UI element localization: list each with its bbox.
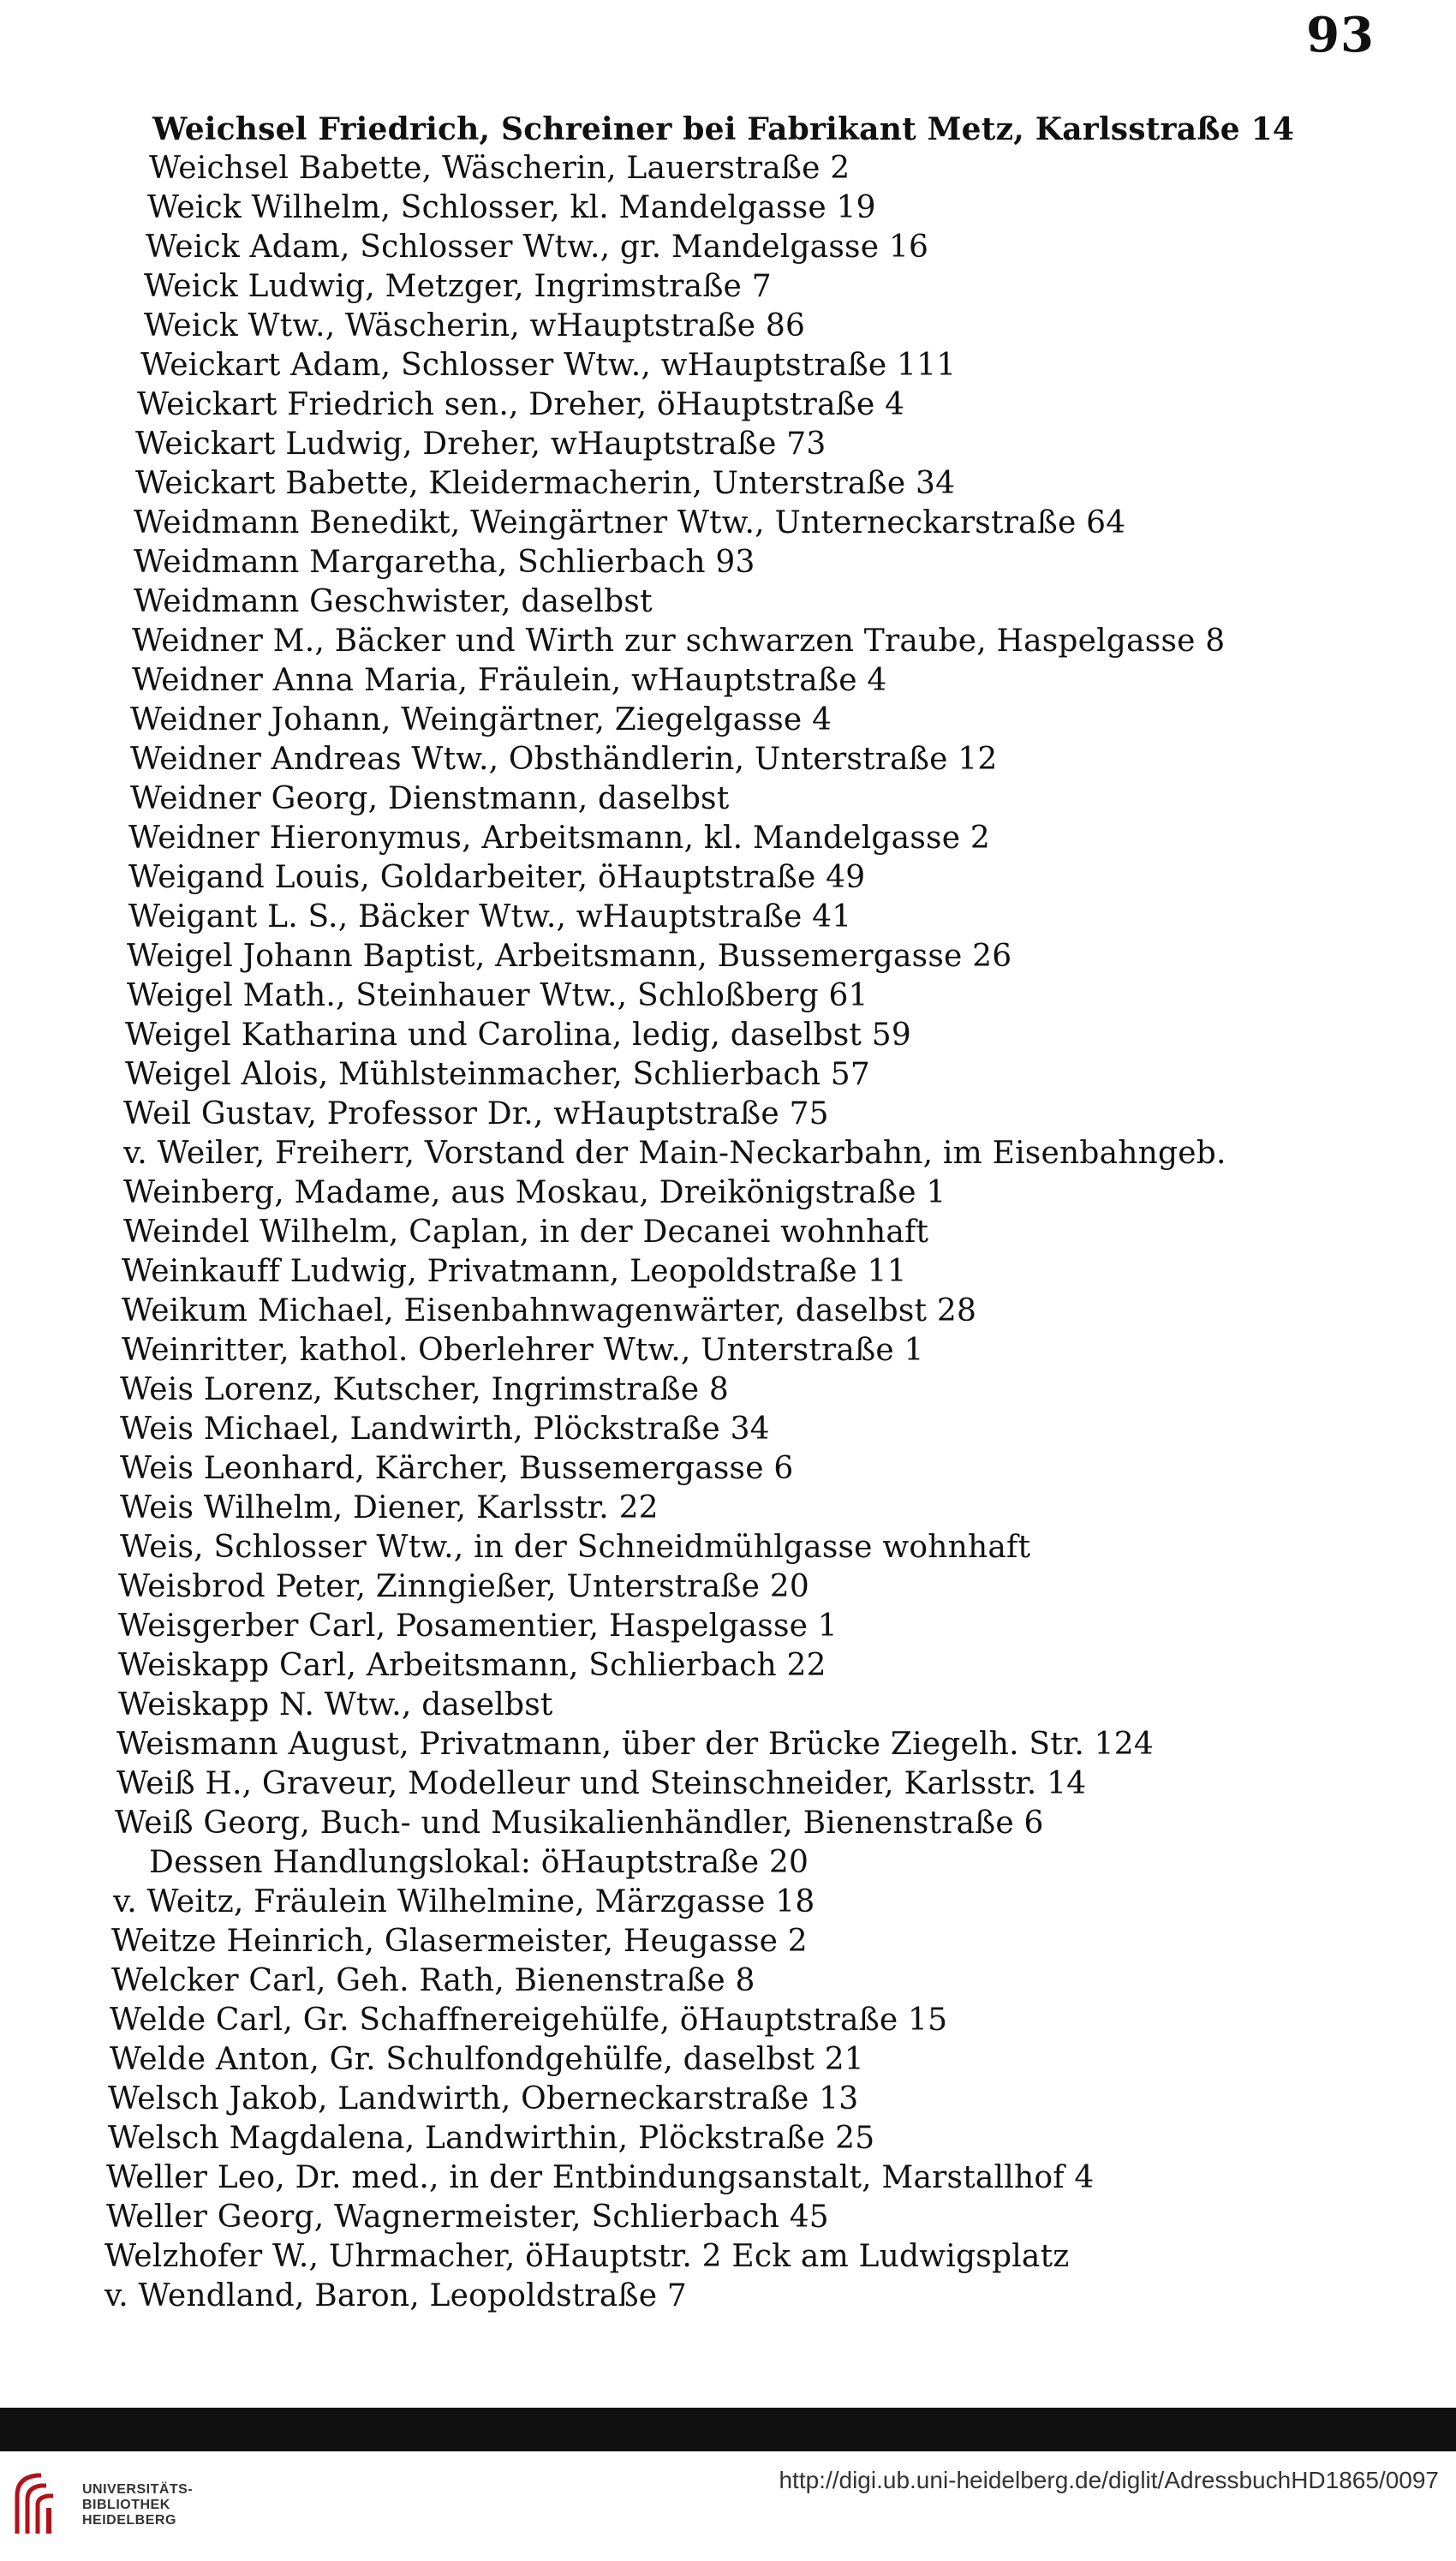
directory-entry: Weis Leonhard, Kärcher, Bussemergasse 6 — [120, 1451, 794, 1486]
directory-entry: Weitze Heinrich, Glasermeister, Heugasse 2 — [111, 1924, 808, 1959]
directory-entry: Weinberg, Madame, aus Moskau, Dreikönigstraße 1 — [123, 1175, 946, 1210]
directory-entry: Weick Wtw., Wäscherin, wHauptstraße 86 — [144, 308, 806, 343]
directory-entry: Weismann August, Privatmann, über der Brücke Ziegelh. Str. 124 — [116, 1727, 1154, 1762]
directory-entry: Weick Ludwig, Metzger, Ingrimstraße 7 — [144, 269, 772, 304]
directory-entry: Weis Michael, Landwirth, Plöckstraße 34 — [120, 1412, 770, 1447]
footer-divider-bar — [0, 2408, 1456, 2451]
directory-entry: Weis Lorenz, Kutscher, Ingrimstraße 8 — [120, 1372, 729, 1407]
directory-entry: Weisgerber Carl, Posamentier, Haspelgasse 1 — [118, 1609, 838, 1644]
directory-entry: Weil Gustav, Professor Dr., wHauptstraße 75 — [123, 1096, 829, 1131]
library-logo-icon — [12, 2470, 67, 2537]
directory-entry: Weichsel Babette, Wäscherin, Lauerstraße 2 — [149, 151, 850, 186]
directory-entry: Weller Georg, Wagnermeister, Schlierbach 45 — [106, 2200, 829, 2235]
directory-entry: Weigel Johann Baptist, Arbeitsmann, Bussemergasse 26 — [127, 939, 1012, 974]
directory-entry: Weiskapp N. Wtw., daselbst — [118, 1687, 553, 1722]
directory-entry: Weidner M., Bäcker und Wirth zur schwarzen Traube, Haspelgasse 8 — [132, 624, 1226, 659]
logo-line: BIBLIOTHEK — [82, 2498, 170, 2512]
directory-entry: Weisbrod Peter, Zinngießer, Unterstraße 20 — [118, 1569, 809, 1604]
directory-entry: v. Weitz, Fräulein Wilhelmine, Märzgasse 18 — [113, 1884, 815, 1919]
directory-entry: Weller Leo, Dr. med., in der Entbindungsanstalt, Marstallhof 4 — [106, 2160, 1095, 2195]
directory-entry: Weidner Anna Maria, Fräulein, wHauptstraße 4 — [132, 663, 887, 698]
directory-entry: Weidmann Margaretha, Schlierbach 93 — [134, 545, 755, 580]
directory-entry: v. Weiler, Freiherr, Vorstand der Main-Neckarbahn, im Eisenbahngeb. — [123, 1136, 1226, 1171]
source-url-link[interactable]: http://digi.ub.uni-heidelberg.de/diglit/AdressbuchHD1865/0097 — [779, 2467, 1439, 2493]
logo-line: HEIDELBERG — [82, 2513, 176, 2528]
directory-entry: Weickart Adam, Schlosser Wtw., wHauptstraße 111 — [140, 348, 957, 383]
directory-entry: Weigel Katharina und Carolina, ledig, daselbst 59 — [125, 1018, 911, 1053]
directory-entry: Weickart Babette, Kleidermacherin, Unterstraße 34 — [135, 466, 956, 501]
directory-entry: Weick Adam, Schlosser Wtw., gr. Mandelgasse 16 — [146, 230, 929, 265]
directory-entry: Weidmann Geschwister, daselbst — [134, 584, 653, 619]
directory-entry: Weigant L. S., Bäcker Wtw., wHauptstraße 41 — [128, 899, 852, 934]
directory-entry: Weickart Ludwig, Dreher, wHauptstraße 73 — [135, 427, 826, 462]
directory-entry: Weinkauff Ludwig, Privatmann, Leopoldstraße 11 — [122, 1254, 907, 1289]
directory-entry: Dessen Handlungslokal: öHauptstraße 20 — [149, 1845, 809, 1880]
directory-entry: v. Wendland, Baron, Leopoldstraße 7 — [104, 2278, 687, 2313]
directory-entry: Welde Carl, Gr. Schaffnereigehülfe, öHauptstraße 15 — [110, 2003, 948, 2038]
footer — [0, 2451, 1456, 2561]
directory-entry: Weidner Andreas Wtw., Obsthändlerin, Unterstraße 12 — [130, 742, 998, 777]
directory-entry: Weigel Alois, Mühlsteinmacher, Schlierbach 57 — [125, 1057, 870, 1092]
directory-entry: Weiskapp Carl, Arbeitsmann, Schlierbach 22 — [118, 1648, 826, 1683]
directory-entry: Welzhofer W., Uhrmacher, öHauptstr. 2 Eck am Ludwigsplatz — [104, 2239, 1070, 2274]
directory-entry: Weidner Johann, Weingärtner, Ziegelgasse 4 — [130, 702, 832, 737]
directory-entry: Weis Wilhelm, Diener, Karlsstr. 22 — [120, 1490, 659, 1525]
library-logo-text — [82, 2482, 193, 2528]
directory-entry: Weigel Math., Steinhauer Wtw., Schloßberg 61 — [127, 978, 868, 1013]
directory-entry: Welde Anton, Gr. Schulfondgehülfe, daselbst 21 — [110, 2042, 864, 2077]
directory-entry: Weindel Wilhelm, Caplan, in der Decanei wohnhaft — [123, 1215, 929, 1250]
directory-entry: Weiß H., Graveur, Modelleur und Steinschneider, Karlsstr. 14 — [116, 1766, 1087, 1801]
directory-entry: Welsch Jakob, Landwirth, Oberneckarstraße 13 — [108, 2081, 859, 2116]
directory-entry: Weidmann Benedikt, Weingärtner Wtw., Unterneckarstraße 64 — [134, 505, 1126, 540]
directory-entry: Weichsel Friedrich, Schreiner bei Fabrikant Metz, Karlsstraße 14 — [152, 111, 1295, 147]
directory-entry: Weis, Schlosser Wtw., in der Schneidmühlgasse wohnhaft — [120, 1530, 1031, 1565]
directory-entry: Welsch Magdalena, Landwirthin, Plöckstraße 25 — [108, 2121, 875, 2156]
directory-entry: Weidner Georg, Dienstmann, daselbst — [130, 781, 730, 816]
directory-entry: Welcker Carl, Geh. Rath, Bienenstraße 8 — [111, 1963, 755, 1998]
directory-entry: Weigand Louis, Goldarbeiter, öHauptstraße 49 — [128, 860, 866, 895]
page-number: 93 — [1306, 7, 1375, 63]
directory-entry: Weinritter, kathol. Oberlehrer Wtw., Unterstraße 1 — [122, 1333, 924, 1368]
logo-line: UNIVERSITÄTS- — [82, 2482, 194, 2497]
directory-entry: Weickart Friedrich sen., Dreher, öHauptstraße 4 — [137, 387, 905, 422]
directory-entry: Weiß Georg, Buch- und Musikalienhändler, Bienenstraße 6 — [115, 1806, 1044, 1841]
directory-entry: Weidner Hieronymus, Arbeitsmann, kl. Mandelgasse 2 — [128, 821, 990, 856]
directory-entry: Weikum Michael, Eisenbahnwagenwärter, daselbst 28 — [122, 1293, 977, 1328]
directory-entry: Weick Wilhelm, Schlosser, kl. Mandelgasse 19 — [147, 190, 876, 225]
